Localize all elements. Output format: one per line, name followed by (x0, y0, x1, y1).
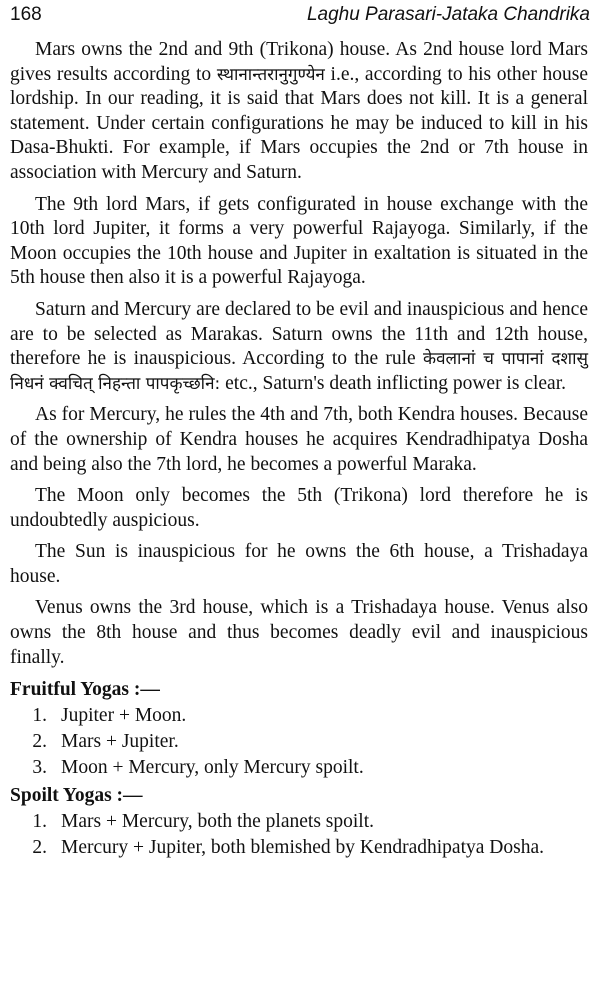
list-item-text: Mars + Mercury, both the planets spoilt. (61, 811, 375, 833)
list-item-text: Moon + Mercury, only Mercury spoilt. (61, 757, 364, 779)
paragraph (10, 540, 588, 589)
sanskrit-phrase: स्थानान्तरानुगुण्येन (216, 64, 325, 85)
paragraph-text: Venus owns the 3rd house, which is a Trishadaya house. Venus also owns the 8th house and thus becomes deadly evil and inauspicious finally. (10, 597, 588, 668)
paragraph-text: The 9th lord Mars, if gets configurated in house exchange with the 10th lord Jupiter, it forms a very powerful Rajayoga. Similarly, if the Moon occupies the 10th house and Jupiter in exaltation is situated in the 5th house then also it is a powerful Rajayoga. (10, 193, 588, 289)
paragraph-text: Saturn and Mercury are declared to be evil and inauspicious and hence are to be selected as Marakas. Saturn owns the 11th and 12th house, therefore he is inauspicious. According to the rule (10, 298, 588, 370)
list-item-text: Jupiter + Moon. (61, 705, 187, 727)
paragraph-text: The Moon only becomes the 5th (Trikona) lord therefore he is undoubtedly auspicious. (10, 485, 588, 531)
list-item-number: 2. (32, 837, 47, 859)
paragraph-text: The Sun is inauspicious for he owns the 6th house, a Trishadaya house. (10, 541, 588, 587)
list-item-text: Mercury + Jupiter, both blemished by Kendradhipatya Dosha. (61, 837, 544, 859)
sanskrit-phrase: केवलानां च पापानां दशासु निधनं क्वचित् निहन्ता पापकृच्छनि: (10, 349, 588, 394)
list-item (10, 729, 588, 755)
list-item-text: Mars + Jupiter. (61, 731, 179, 753)
list-item-number: 2. (32, 731, 47, 753)
paragraph-text: Mars owns the 2nd and 9th (Trikona) house. As 2nd house lord Mars gives results according to (10, 39, 588, 85)
paragraph (10, 298, 588, 396)
list-item (10, 809, 588, 835)
list-item (10, 755, 588, 781)
paragraph (10, 596, 588, 670)
paragraph-text: etc., Saturn's death inflicting power is clear. (220, 372, 566, 394)
paragraph-text: i.e., according to his other house lordship. In our reading, it is said that Mars does not kill. It is a general statement. Under certain configurations he may be induced to kill in his Dasa-Bhukti. For example, if Mars occupies the 2nd or 7th house in association with Mercury and Saturn. (10, 63, 588, 183)
list-item-number: 1. (32, 811, 47, 833)
paragraph (10, 193, 588, 291)
body-text (10, 38, 588, 861)
spoilt-yogas-list (10, 809, 588, 861)
paragraph-group (10, 38, 588, 670)
running-title: Laghu Parasari-Jataka Chandrika (306, 4, 590, 25)
paragraph (10, 403, 588, 477)
list-item-number: 1. (32, 705, 47, 727)
fruitful-yogas-heading: Fruitful Yogas :— (10, 679, 160, 701)
list-item-number: 3. (32, 757, 47, 779)
paragraph (10, 484, 588, 533)
spoilt-yogas-heading: Spoilt Yogas :— (10, 785, 143, 807)
fruitful-yogas-list (10, 703, 588, 781)
list-item (10, 703, 588, 729)
page-number: 168 (10, 4, 42, 25)
paragraph (10, 38, 588, 186)
paragraph-text: As for Mercury, he rules the 4th and 7th, both Kendra houses. Because of the ownership of Kendra houses he acquires Kendradhipatya Dosha and being also the 7th lord, he becomes a powerful Maraka. (10, 404, 588, 475)
list-item (10, 835, 588, 861)
page-header (0, 0, 590, 26)
